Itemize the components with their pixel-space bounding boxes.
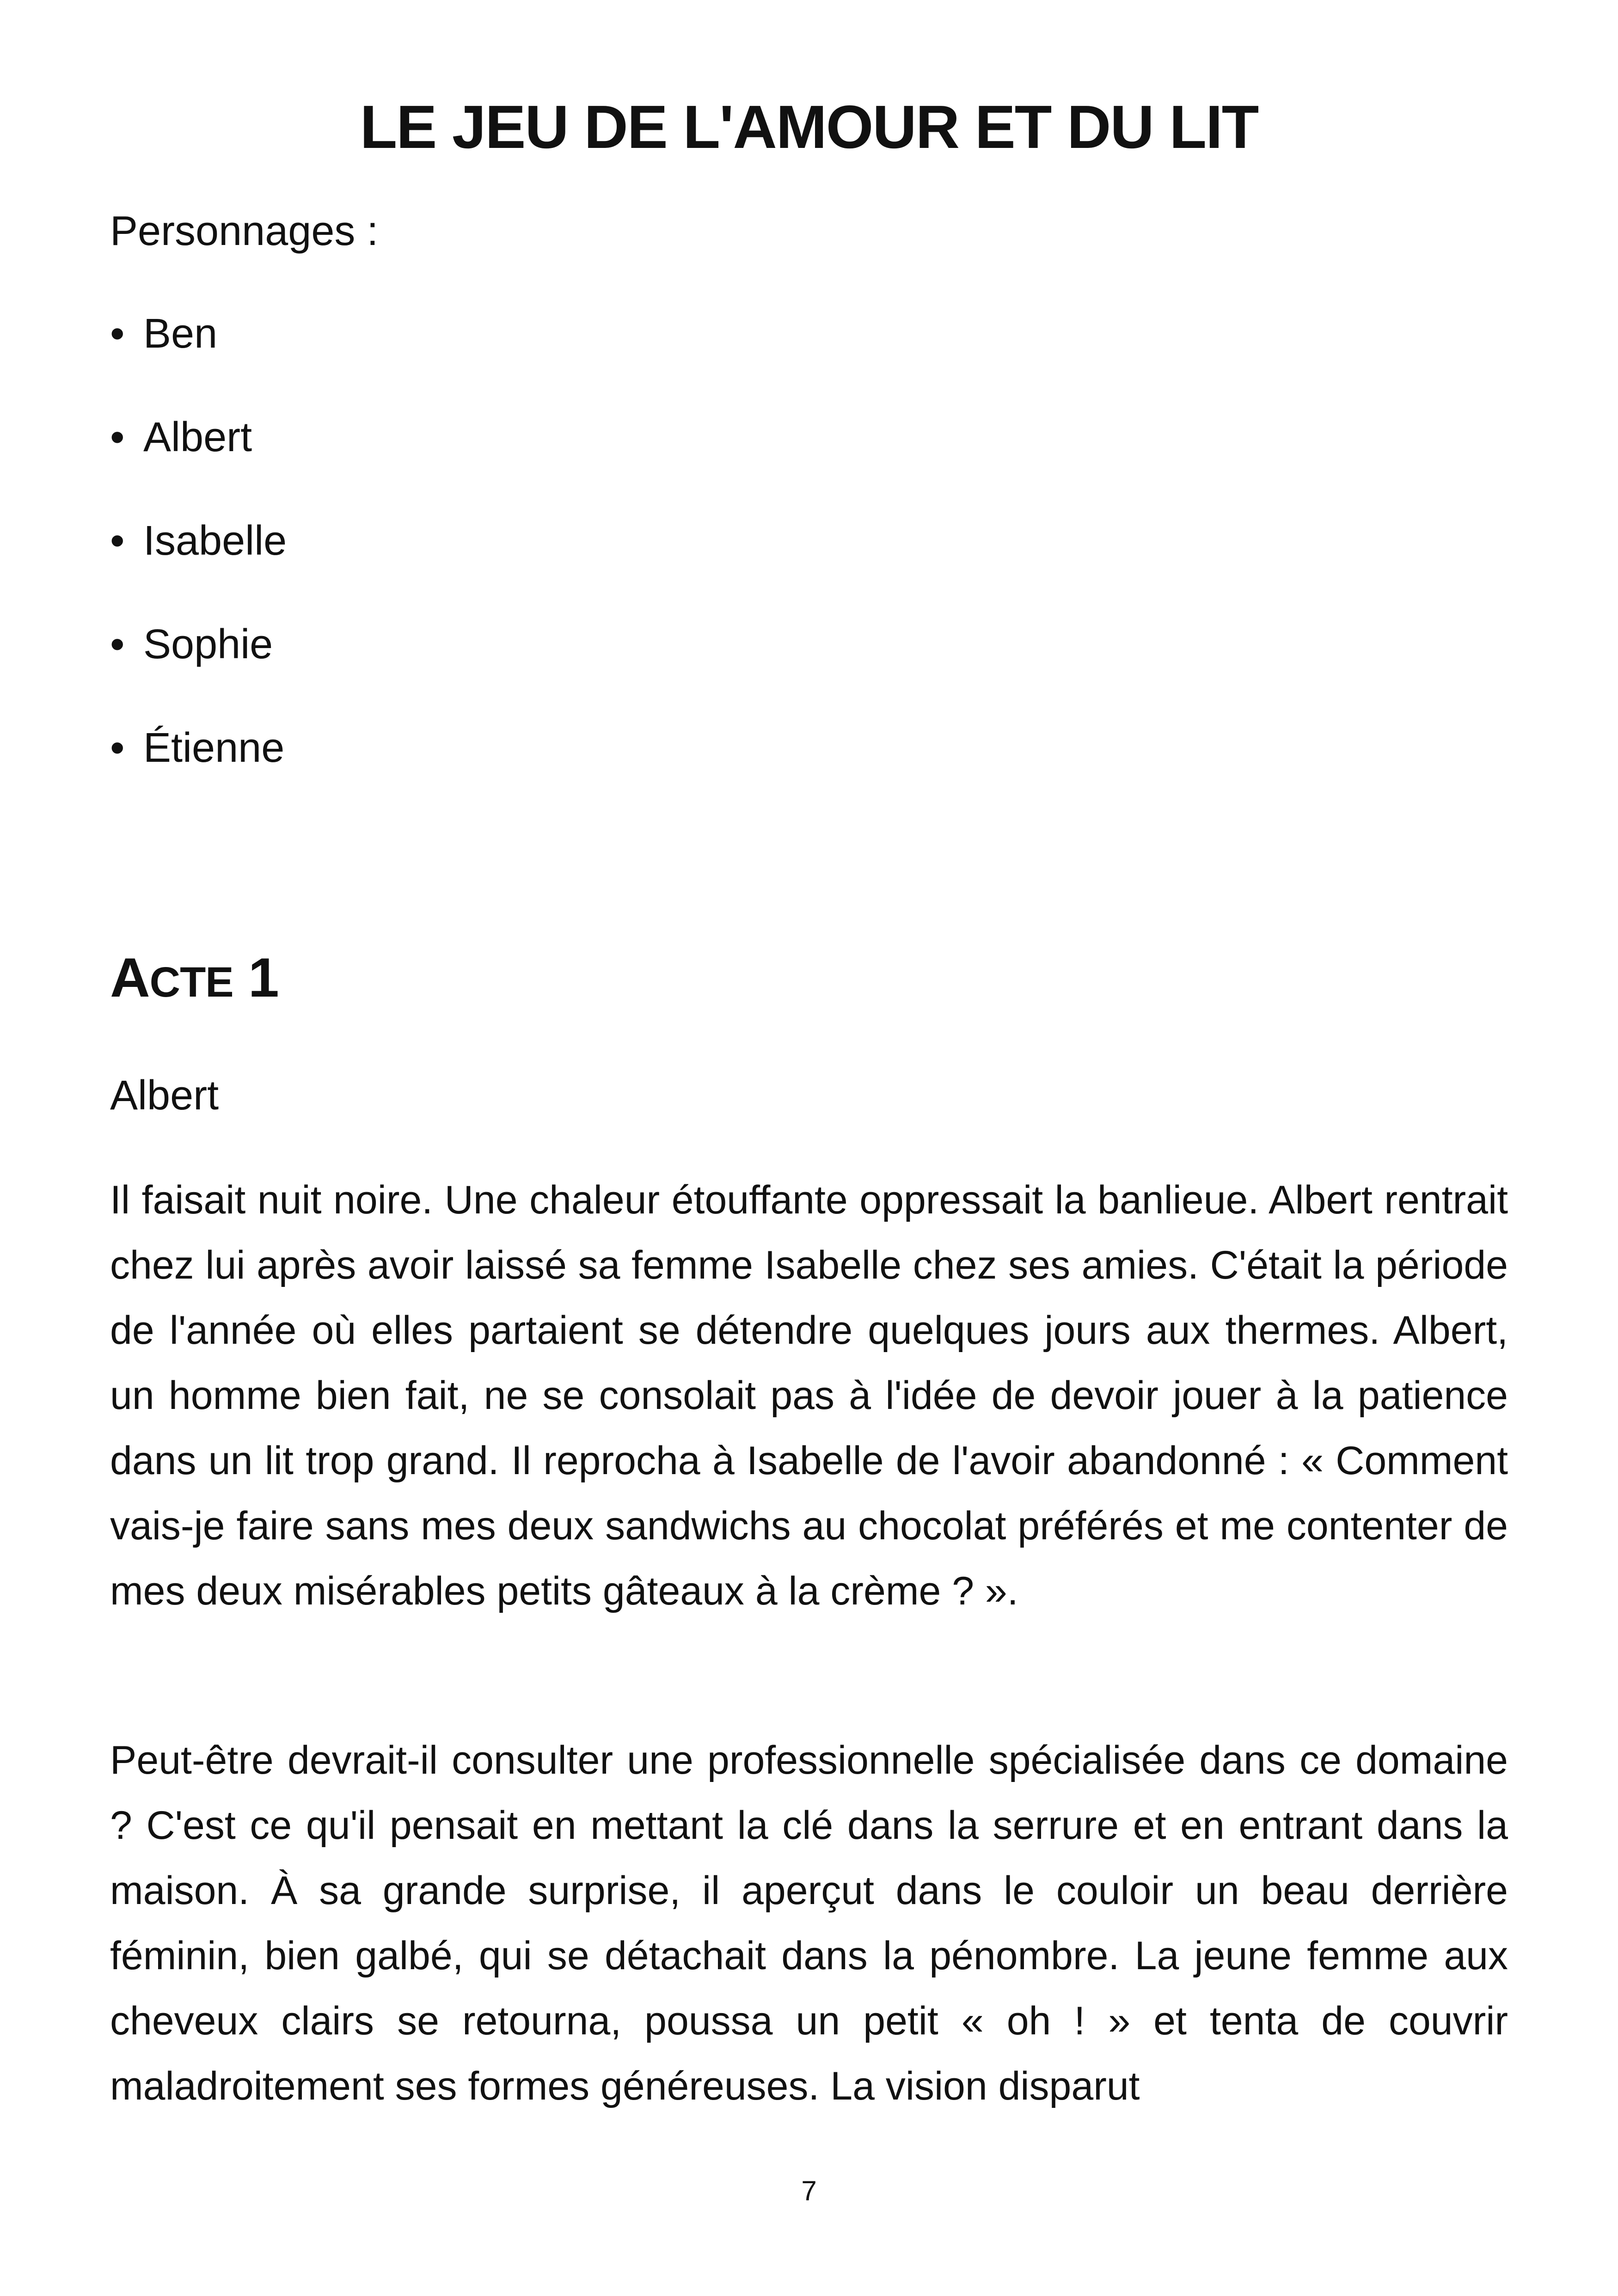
list-item xyxy=(110,513,287,617)
bullet: • xyxy=(110,621,125,667)
character-name: Ben xyxy=(143,311,218,357)
body-paragraph: Peut-être devrait-il consulter une professionnelle spécialisée dans ce domaine ? C'est ce qu'il pensait en mettant la clé dans la serrure et en entrant dans la maison. À sa grande surprise, il aperçut dans le couloir un beau derrière féminin, bien galbé, qui se détachait dans la pénombre. La jeune femme aux cheveux clairs se retourna, poussa un petit « oh ! » et tenta de couvrir maladroitement ses formes généreuses. La vision disparut xyxy=(110,1738,1508,2108)
list-item xyxy=(110,410,287,513)
list-item xyxy=(110,720,287,824)
act-prefix-initial: A xyxy=(110,947,150,1009)
character-name: Isabelle xyxy=(143,518,287,564)
character-name: Albert xyxy=(143,414,252,460)
bullet: • xyxy=(110,725,125,771)
character-name: Étienne xyxy=(143,725,285,771)
body-paragraph: Il faisait nuit noire. Une chaleur étouffante oppressait la banlieue. Albert rentrait chez lui après avoir laissé sa femme Isabelle chez ses amies. C'était la période de l'année où elles partaient se détendre quelques jours aux thermes. Albert, un homme bien fait, ne se consolait pas à l'idée de devoir jouer à la patience dans un lit trop grand. Il reprocha à Isabelle de l'avoir abandonné : « Comment vais-je faire sans mes deux sandwichs au chocolat préférés et me contenter de mes deux misérables petits gâteaux à la crème ? ». xyxy=(110,1178,1508,1613)
act-number: 1 xyxy=(248,947,279,1009)
act-heading xyxy=(110,943,279,1017)
speaker-name: Albert xyxy=(110,1072,219,1119)
characters-list xyxy=(110,306,287,824)
character-name: Sophie xyxy=(143,621,273,667)
list-item xyxy=(110,617,287,720)
act-prefix-rest: CTE xyxy=(149,959,233,1006)
characters-label: Personnages : xyxy=(110,208,379,254)
page-title: LE JEU DE L'AMOUR ET DU LIT xyxy=(360,93,1258,161)
list-item xyxy=(110,306,287,410)
bullet: • xyxy=(110,414,125,460)
page-number: 7 xyxy=(801,2175,817,2206)
bullet: • xyxy=(110,311,125,357)
bullet: • xyxy=(110,518,125,564)
